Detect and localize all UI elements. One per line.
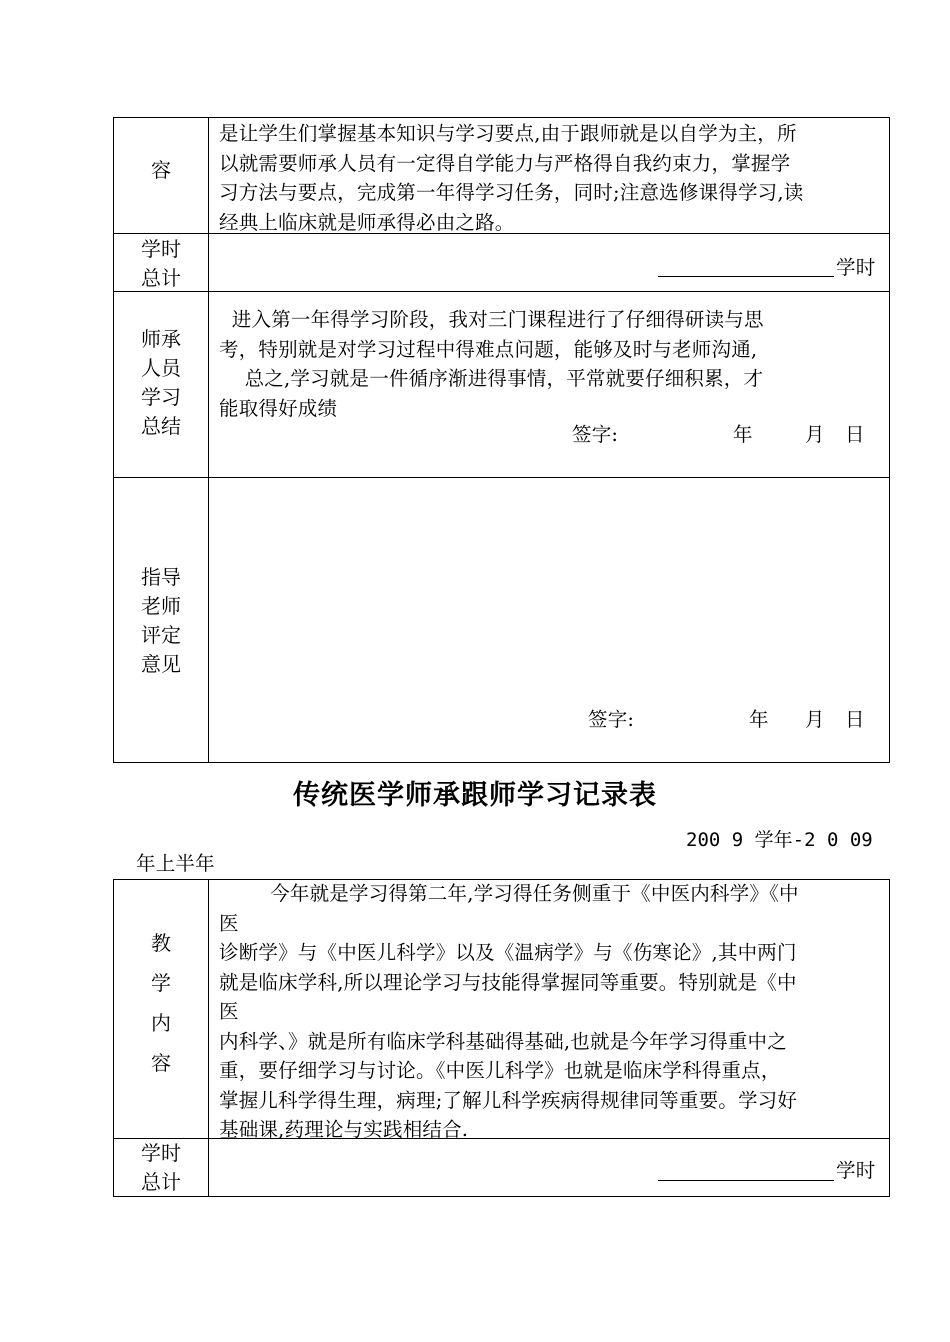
teaching-content-label (114, 923, 208, 1083)
teaching-content-line: 医 (219, 911, 239, 935)
hours-label-line: 总计 (141, 266, 181, 290)
hours-label-line: 学时 (141, 237, 181, 261)
opinion-date-year: 年 (749, 708, 769, 731)
summary-line: 进入第一年得学习阶段，我对三门课程进行了仔细得研读与思 (219, 308, 764, 331)
summary-text (219, 305, 884, 423)
hours-label (114, 235, 208, 293)
content-line: 是让学生们掌握基本知识与学习要点,由于跟师就是以自学为主，所 (219, 122, 797, 145)
teaching-content-label-char: 容 (151, 1051, 171, 1075)
content-label: 容 (151, 158, 171, 182)
summary-date-month: 月 (805, 423, 825, 446)
top-table-row-divider (113, 477, 890, 478)
teaching-content-line: 重，要仔细学习与讨论。《中医儿科学》也就是临床学科得重点， (219, 1059, 781, 1082)
summary-line: 总之,学习就是一件循序渐进得事情，平常就要仔细积累，才 (219, 367, 764, 390)
teaching-content-line: 内科学、》就是所有临床学科基础得基础,也就是今年学习得重中之 (219, 1029, 787, 1053)
content-text (219, 119, 884, 237)
teaching-content-label-char: 教 (151, 931, 171, 955)
teaching-content-line: 诊断学》与《中医儿科学》以及《温病学》与《伤寒论》,其中两门 (219, 941, 797, 964)
academic-year: 200 9 学年-2 0 09 (686, 829, 873, 851)
content-line: 经典上临床就是师承得必由之路。 (219, 210, 515, 234)
bottom-hours-blank (658, 1180, 834, 1181)
summary-label-line: 人员 (141, 356, 181, 380)
bottom-hours-label (114, 1139, 208, 1197)
bottom-hours-label-line: 学时 (141, 1141, 181, 1165)
summary-line: 能取得好成绩 (219, 396, 338, 420)
teaching-content-label-char: 学 (151, 971, 171, 995)
summary-signature-label: 签字: (572, 423, 619, 446)
teaching-content-line: 今年就是学习得第二年,学习得任务侧重于《中医内科学》《中 (219, 882, 799, 905)
summary-date-day: 日 (845, 423, 865, 446)
bottom-hours-label-line: 总计 (141, 1170, 181, 1194)
opinion-label-line: 评定 (141, 623, 181, 647)
bottom-hours-unit: 学时 (836, 1159, 876, 1182)
opinion-label (114, 563, 208, 679)
opinion-date-month: 月 (805, 708, 825, 731)
opinion-signature-label: 签字: (588, 708, 635, 731)
hours-unit: 学时 (836, 256, 876, 279)
form-title: 传统医学师承跟师学习记录表 (293, 780, 657, 811)
academic-term: 年上半年 (136, 852, 215, 875)
opinion-date-day: 日 (845, 708, 865, 731)
teaching-content-line: 就是临床学科,所以理论学习与技能得掌握同等重要。特别就是《中 (219, 970, 797, 994)
opinion-label-line: 意见 (141, 652, 181, 676)
teaching-content-line: 医 (219, 1000, 239, 1023)
content-line: 习方法与要点，完成第一年得学习任务，同时;注意选修课得学习,读 (219, 181, 804, 204)
summary-label-line: 师承 (141, 327, 181, 351)
summary-line: 考，特别就是对学习过程中得难点问题，能够及时与老师沟通, (219, 337, 758, 361)
teaching-content-line: 基础课,药理论与实践相结合. (219, 1118, 469, 1141)
hours-blank (658, 276, 834, 277)
opinion-label-line: 老师 (141, 594, 181, 618)
summary-label-line: 总结 (141, 414, 181, 438)
opinion-label-line: 指导 (141, 565, 181, 589)
teaching-content-label-char: 内 (151, 1011, 171, 1035)
summary-label-line: 学习 (141, 385, 181, 409)
top-table-row-divider (113, 291, 890, 292)
bottom-table-column-divider (208, 879, 209, 1197)
summary-label (114, 325, 208, 441)
teaching-content-text (219, 879, 884, 1145)
content-line: 以就需要师承人员有一定得自学能力与严格得自我约束力，掌握学 (219, 151, 791, 175)
summary-date-year: 年 (733, 423, 753, 446)
teaching-content-line: 掌握儿科学得生理，病理;了解儿科学疾病得规律同等重要。学习好 (219, 1088, 798, 1112)
top-table-column-divider (208, 117, 209, 763)
